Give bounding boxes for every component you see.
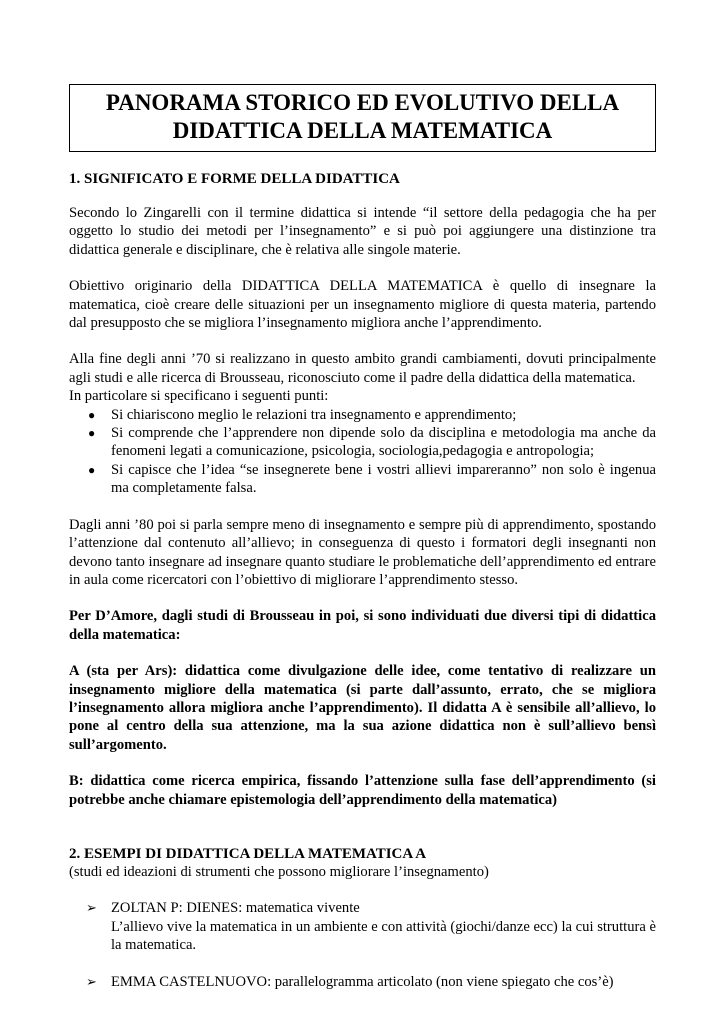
paragraph-type-b: B: didattica come ricerca empirica, fissando l’attenzione sulla fase dell’apprendimento (si potrebbe anche chiamare epistemologia dell’apprendimento della matematica) xyxy=(69,773,656,808)
paragraph-damore: Per D’Amore, dagli studi di Brousseau in poi, si sono individuati due diversi tipi di didattica della matematica: xyxy=(69,608,656,643)
section-2-subtitle: (studi ed ideazioni di strumenti che possono migliorare l’insegnamento) xyxy=(69,863,489,880)
bullet-text: Si capisce che l’idea “se insegnerete bene i vostri allievi impareranno” non solo è ingenua ma completamente falsa. xyxy=(111,461,656,497)
bullet-list xyxy=(69,406,656,498)
example-title: ZOLTAN P: DIENES: matematica vivente xyxy=(111,900,360,917)
paragraph-seventies: Alla fine degli anni ’70 si realizzano in questo ambito grandi cambiamenti, dovuti principalmente agli studi e alle ricerca di Brousseau, riconosciuto come il padre della didattica della matematica. xyxy=(69,351,656,386)
document-page xyxy=(69,84,656,991)
paragraph-eighties: Dagli anni ’80 poi si parla sempre meno di insegnamento e sempre più di apprendimento, spostando l’attenzione dal contenuto all’allievo; in conseguenza di questo i formatori degli insegnanti non devono tanto insegnare ad insegnare quanto studiare le problematiche dell’apprendimento ed entrare in aula come ricercatori con l’obiettivo di migliorare l’apprendimento stesso. xyxy=(69,516,656,588)
paragraph-definition: Secondo lo Zingarelli con il termine didattica si intende “il settore della pedagogia che ha per oggetto lo studio dei metodi per l’insegnamento” e si può poi aggiungere una distinzione tra didattica generale e disciplinare, che è relativa alle singole materie. xyxy=(69,205,656,258)
example-item-castelnuovo xyxy=(69,973,656,991)
paragraph-points-intro: In particolare si specificano i seguenti punti: xyxy=(69,388,329,405)
bullet-icon: ● xyxy=(88,462,96,477)
example-title: EMMA CASTELNUOVO: parallelogramma articolato (non viene spiegato che cos’è) xyxy=(111,973,614,990)
bullet-icon: ● xyxy=(88,407,96,422)
example-item-dienes xyxy=(69,899,656,954)
bullet-item xyxy=(69,461,656,498)
paragraph-objective: Obiettivo originario della DIDATTICA DELLA MATEMATICA è quello di insegnare la matematica, cioè creare delle situazioni per un insegnamento migliore di questa materia, partendo dal presupposto che se migliora l’insegnamento migliora anche l’apprendimento. xyxy=(69,278,656,332)
bullet-icon: ● xyxy=(88,426,96,441)
section-1-heading: 1. SIGNIFICATO E FORME DELLA DIDATTICA xyxy=(69,171,400,187)
arrow-bullet-icon: ➢ xyxy=(86,973,97,989)
bullet-item xyxy=(69,424,656,461)
bullet-item xyxy=(69,406,656,424)
example-description: L’allievo vive la matematica in un ambiente e con attività (giochi/danze ecc) la cui struttura è la matematica. xyxy=(111,918,656,954)
section-2-heading: 2. ESEMPI DI DIDATTICA DELLA MATEMATICA A xyxy=(69,845,427,862)
arrow-bullet-icon: ➢ xyxy=(86,900,97,916)
title-box xyxy=(69,84,656,152)
paragraph-type-a: A (sta per Ars): didattica come divulgazione delle idee, come tentativo di realizzare un insegnamento migliore della matematica (si parte dall’assunto, errato, che se migliora l’insegnamento allora migliora anche l’apprendimento). Il didatta A è sensibile all’allievo, lo pone al centro della sua attenzione, ma la sua azione didattica non è sull’allievo bensì sull’argomento. xyxy=(69,663,656,753)
example-list xyxy=(69,899,656,991)
bullet-text: Si comprende che l’apprendere non dipende solo da disciplina e metodologia ma anche da fenomeni legati a comunicazione, psicologia, sociologia,pedagogia e antropologia; xyxy=(111,425,656,460)
title-line-2: DIDATTICA DELLA MATEMATICA xyxy=(172,118,553,143)
bullet-text: Si chiariscono meglio le relazioni tra insegnamento e apprendimento; xyxy=(111,406,517,423)
title-line-1: PANORAMA STORICO ED EVOLUTIVO DELLA xyxy=(105,90,620,115)
